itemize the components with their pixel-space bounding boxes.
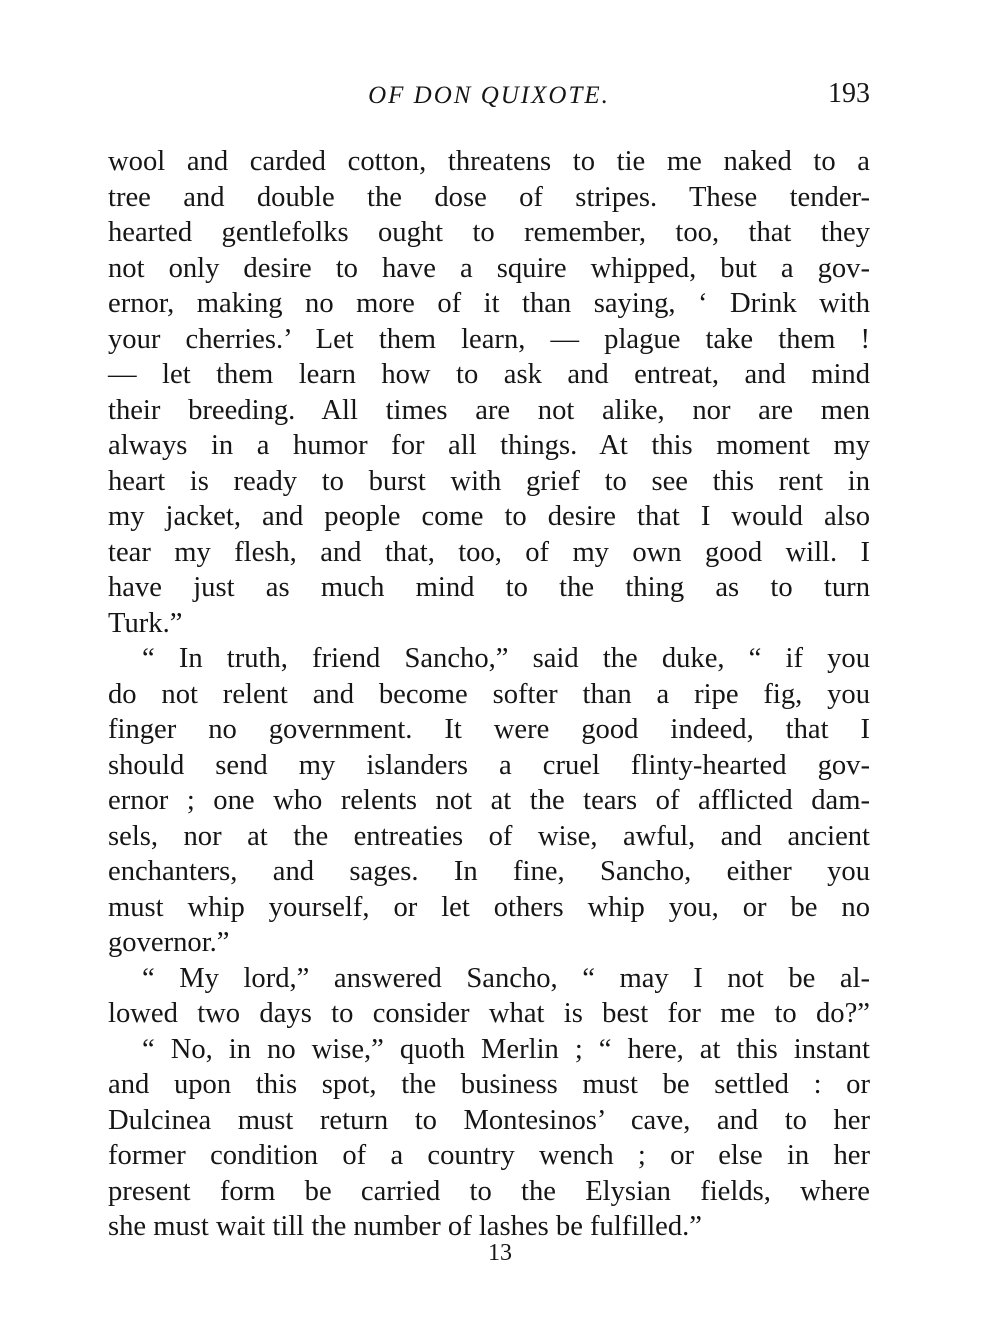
text-line: wool and carded cotton, threatens to tie me naked to a [108, 146, 870, 177]
text-line: not only desire to have a squire whipped, but a gov- [108, 252, 870, 284]
text-line: “ No, in no wise,” quoth Merlin ; “ here, at this instant [142, 1033, 870, 1065]
running-head [108, 78, 870, 118]
text-line: have just as much mind to the thing as to turn [108, 572, 870, 603]
text-line: ernor, making no more of it than saying, ‘ Drink with [108, 288, 870, 319]
text-line: present form be carried to the Elysian fields, where [108, 1175, 870, 1207]
text-line: their breeding. All times are not alike, nor are men [108, 394, 870, 426]
text-line: your cherries.’ Let them learn, — plague take them ! [108, 323, 870, 355]
text-line: lowed two days to consider what is best for me to do?” [108, 998, 870, 1029]
signature-mark: 13 [488, 1240, 512, 1266]
page-number: 193 [828, 78, 870, 109]
text-line: ernor ; one who relents not at the tears of afflicted dam- [108, 785, 870, 816]
text-line: Turk.” [108, 607, 183, 639]
text-line: she must wait till the number of lashes be fulfilled.” [108, 1211, 702, 1242]
text-line: hearted gentlefolks ought to remember, too, that they [108, 217, 870, 248]
text-line: tree and double the dose of stripes. These tender- [108, 181, 870, 213]
text-line: “ In truth, friend Sancho,” said the duke, “ if you [142, 643, 870, 674]
text-line: do not relent and become softer than a ripe fig, you [108, 678, 870, 710]
text-line: heart is ready to burst with grief to see this rent in [108, 465, 870, 497]
text-line: must whip yourself, or let others whip you, or be no [108, 891, 870, 923]
text-line: former condition of a country wench ; or else in her [108, 1140, 870, 1171]
text-line: sels, nor at the entreaties of wise, awful, and ancient [108, 820, 870, 852]
text-line: enchanters, and sages. In fine, Sancho, either you [108, 856, 870, 887]
text-line: governor.” [108, 927, 230, 958]
text-line: always in a humor for all things. At this moment my [108, 430, 870, 461]
text-line: Dulcinea must return to Montesinos’ cave, and to her [108, 1104, 870, 1136]
text-line: and upon this spot, the business must be settled : or [108, 1069, 870, 1100]
text-line: tear my flesh, and that, too, of my own good will. I [108, 536, 870, 568]
text-line: — let them learn how to ask and entreat, and mind [108, 359, 870, 390]
text-line: finger no government. It were good indeed, that I [108, 714, 870, 745]
body-text [108, 144, 870, 1245]
text-line: should send my islanders a cruel flinty-hearted gov- [108, 749, 870, 781]
text-line: my jacket, and people come to desire that I would also [108, 501, 870, 532]
text-line: “ My lord,” answered Sancho, “ may I not be al- [142, 962, 870, 994]
running-title: OF DON QUIXOTE. [368, 82, 610, 109]
